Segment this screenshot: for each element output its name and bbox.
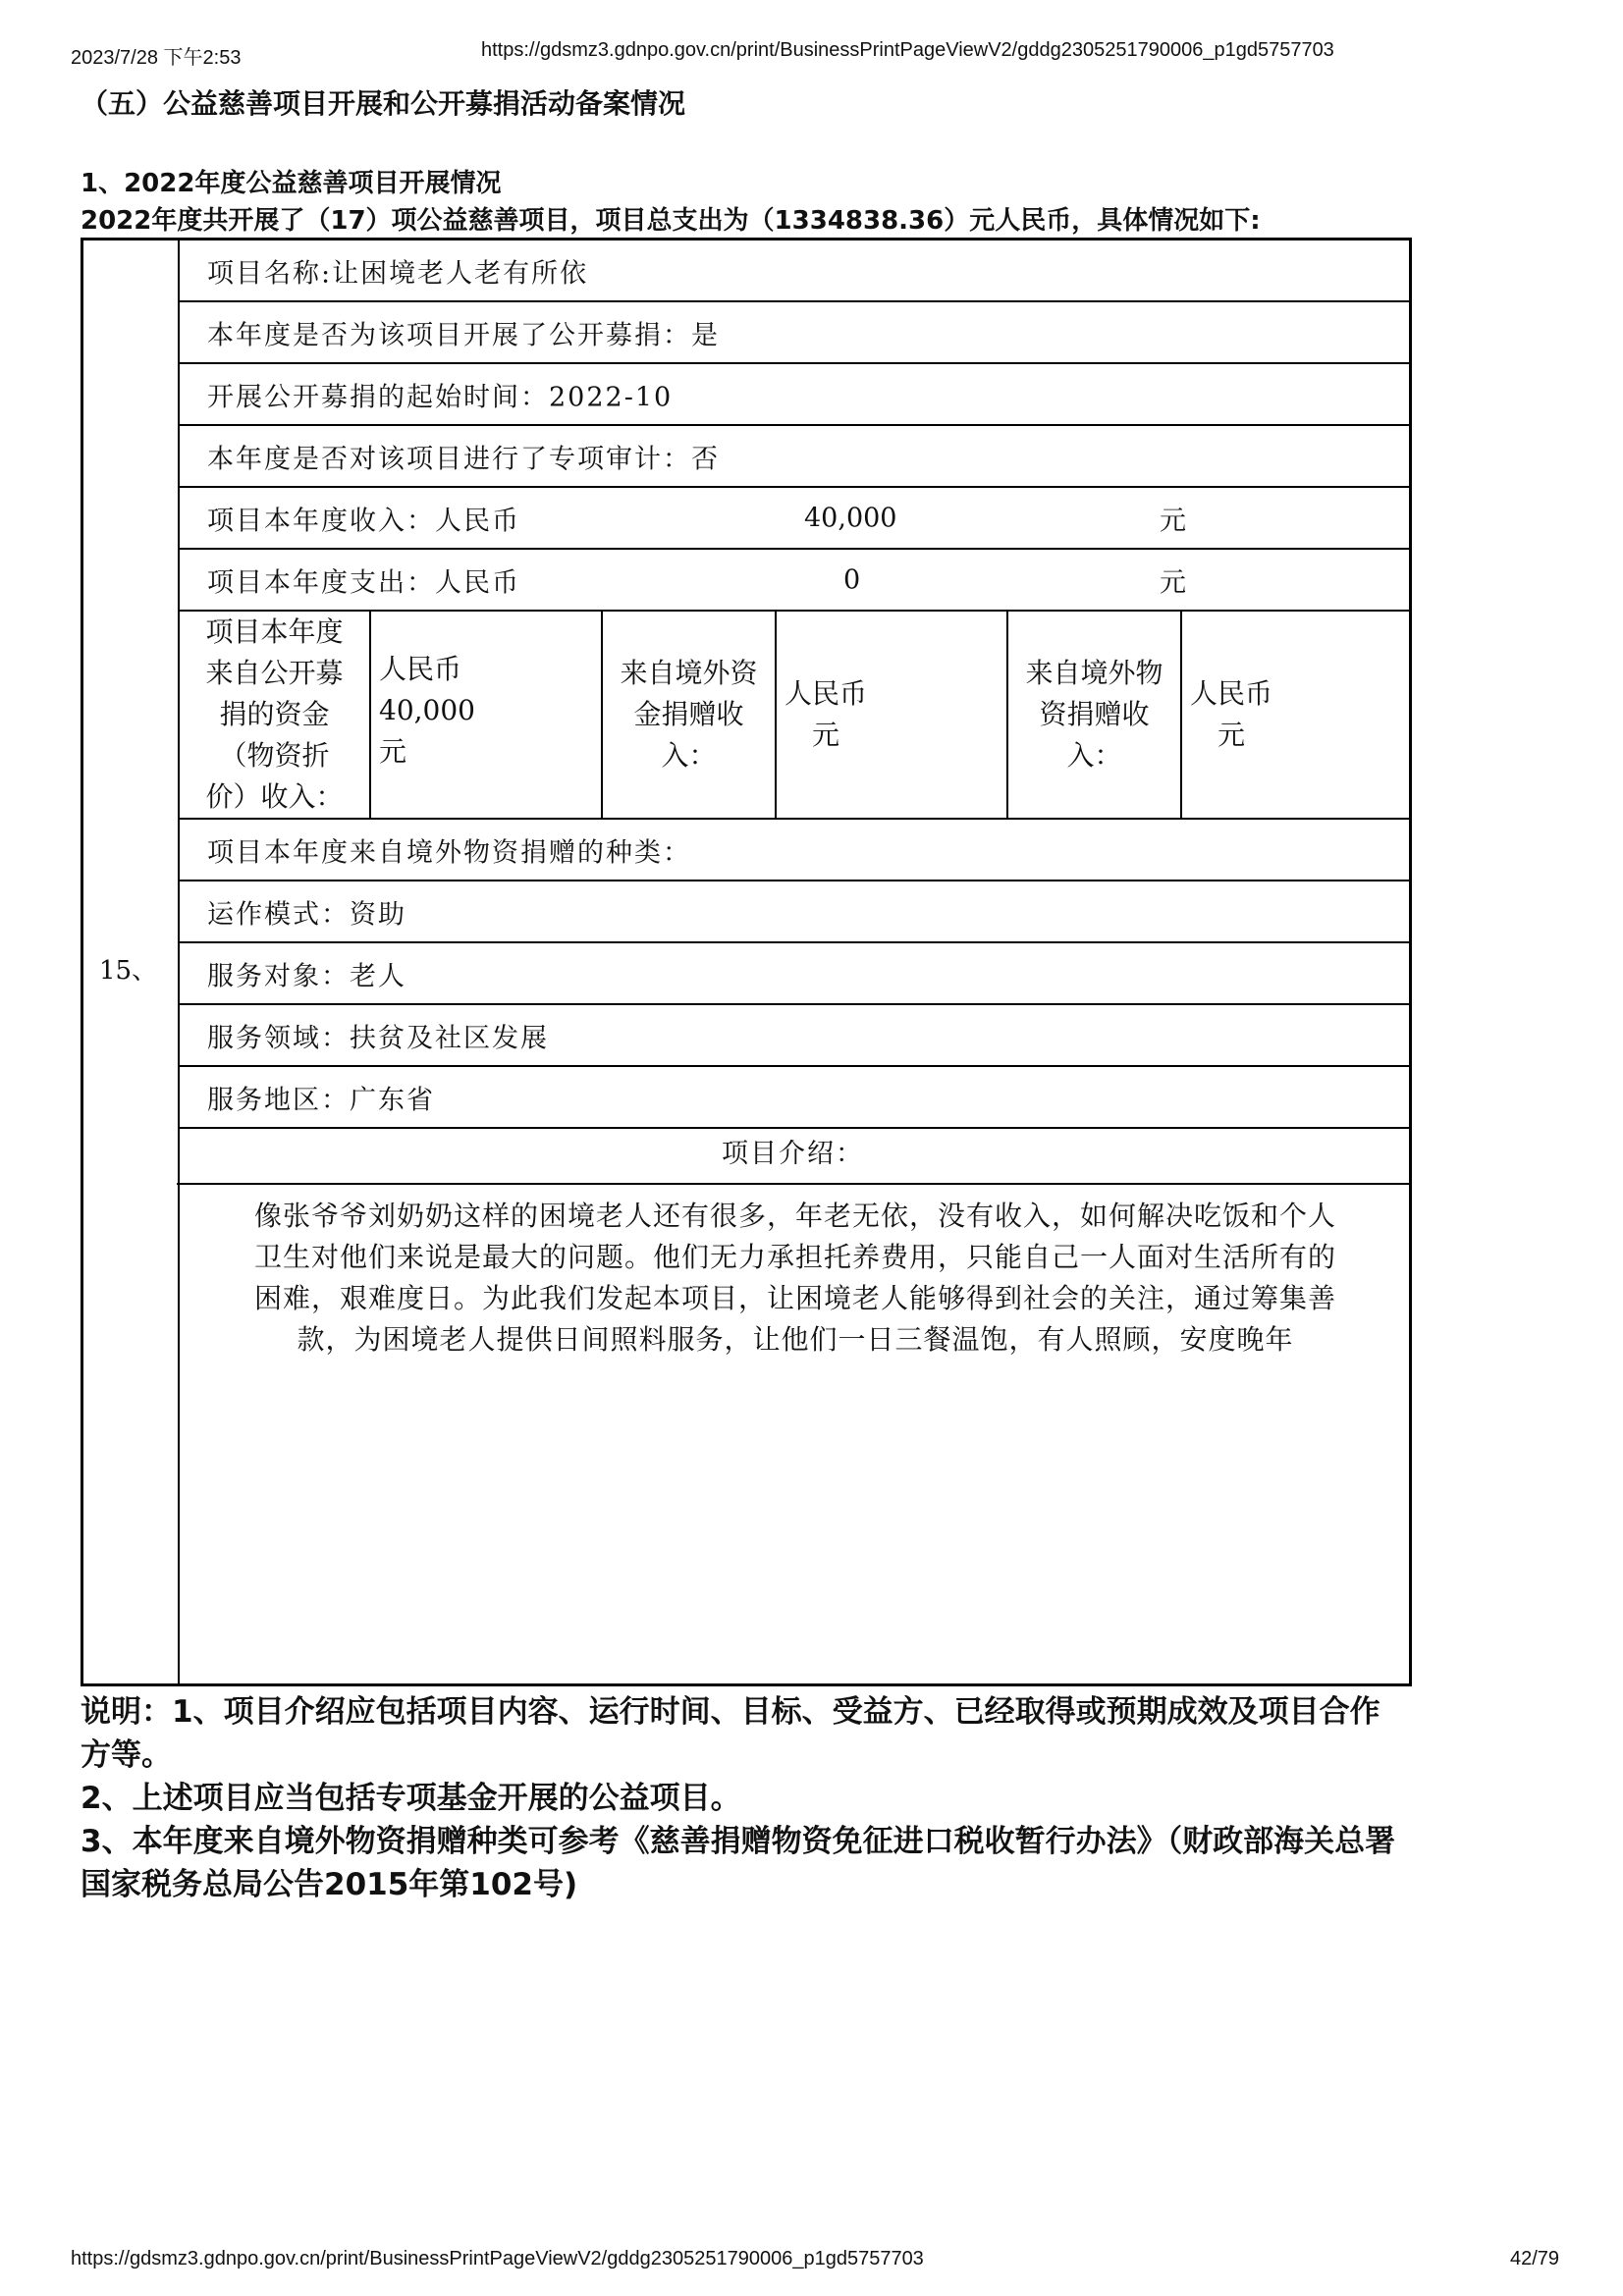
expense-amount: 0 (843, 564, 861, 595)
subsection-title: 1、2022年度公益慈善项目开展情况 (81, 169, 502, 198)
overseas-goods-label-cell (1008, 612, 1182, 818)
row-service-field (180, 1005, 1412, 1067)
project-number-column (83, 240, 180, 1683)
public-fundraising: 本年度是否为该项目开展了公开募捐：是 (207, 320, 720, 350)
print-datetime: 2023/7/28 下午2:53 (71, 47, 242, 69)
public-funds-label-cell (180, 612, 371, 818)
footer-url: https://gdsmz3.gdnpo.gov.cn/print/BusinessPrintPageViewV2/gddg2305251790006_p1gd5757703 (71, 2248, 924, 2269)
overseas-goods-label: 来自境外物 资捐赠收 入： (1025, 657, 1163, 772)
public-funds-label: 项目本年度 来自公开募 捐的资金 （物资折 价）收入： (205, 615, 344, 813)
row-service-region (180, 1067, 1412, 1129)
fundraising-start-time: 开展公开募捐的起始时间：2022-10 (207, 382, 674, 412)
row-special-audit (180, 426, 1412, 488)
overseas-goods-types: 项目本年度来自境外物资捐赠的种类： (207, 837, 691, 868)
overseas-goods-value-cell (1182, 612, 1412, 818)
row-public-fundraising (180, 302, 1412, 364)
intro-text (201, 1196, 1389, 1361)
income-amount: 40,000 (804, 503, 897, 533)
special-audit: 本年度是否对该项目进行了专项审计：否 (207, 444, 720, 474)
service-region: 服务地区：广东省 (207, 1085, 435, 1115)
note-item: 2、上述项目应当包括专项基金开展的公益项目。 (81, 1781, 741, 1816)
public-funds-value-cell (371, 612, 603, 818)
project-table (81, 238, 1412, 1686)
header-url: https://gdsmz3.gdnpo.gov.cn/print/BusinessPrintPageViewV2/gddg2305251790006_p1gd5757703 (481, 39, 1334, 61)
row-start-time (180, 364, 1412, 426)
income-label: 项目本年度收入：人民币 (207, 506, 520, 536)
expense-label: 项目本年度支出：人民币 (207, 567, 520, 598)
overseas-funds-label-cell (603, 612, 777, 818)
row-overseas-goods-types (180, 820, 1412, 881)
operation-mode: 运作模式：资助 (207, 899, 406, 930)
intro-heading: 项目介绍： (177, 1126, 1409, 1185)
project-name: 项目名称:让困境老人老有所依 (207, 258, 589, 289)
note-item: 说明：1、项目介绍应包括项目内容、运行时间、目标、受益方、已经取得或预期成效及项目合作方等。 (81, 1694, 1380, 1773)
project-number: 15、 (99, 956, 158, 986)
overseas-funds-label: 来自境外资 金捐赠收 入： (620, 657, 758, 772)
section-title: （五）公益慈善项目开展和公开募捐活动备案情况 (81, 87, 686, 120)
note-item: 3、本年度来自境外物资捐赠种类可参考《慈善捐赠物资免征进口税收暂行办法》（财政部海关总署 国家税务总局公告2015年第102号) (81, 1824, 1396, 1902)
summary-line: 2022年度共开展了（17）项公益慈善项目，项目总支出为（1334838.36）元人民币，具体情况如下: (81, 206, 1261, 236)
intro-line: 困难，艰难度日。为此我们发起本项目，让困境老人能够得到社会的关注，通过筹集善 (253, 1282, 1336, 1314)
overseas-goods-value: 人民币 元 (1190, 677, 1273, 751)
service-field: 服务领域：扶贫及社区发展 (207, 1023, 549, 1053)
row-project-name (180, 240, 1412, 302)
overseas-funds-value-cell (777, 612, 1008, 818)
row-operation-mode (180, 881, 1412, 943)
intro-line: 像张爷爷刘奶奶这样的困境老人还有很多，年老无依，没有收入，如何解决吃饭和个人 (253, 1200, 1336, 1232)
notes (81, 1690, 1396, 1906)
row-income (180, 488, 1412, 550)
row-expense (180, 550, 1412, 612)
page-number: 42/79 (1510, 2248, 1560, 2269)
expense-unit: 元 (1160, 567, 1186, 598)
service-target: 服务对象：老人 (207, 961, 406, 991)
intro-line: 卫生对他们来说是最大的问题。他们无力承担托养费用，只能自己一人面对生活所有的 (253, 1241, 1336, 1273)
intro-line: 款，为困境老人提供日间照料服务，让他们一日三餐温饱，有人照顾，安度晚年 (297, 1323, 1294, 1356)
row-income-breakdown (180, 612, 1412, 820)
row-service-target (180, 943, 1412, 1005)
overseas-funds-value: 人民币 元 (784, 677, 868, 751)
income-unit: 元 (1160, 506, 1186, 536)
public-funds-value: 人民币 40,000 元 (379, 653, 475, 768)
